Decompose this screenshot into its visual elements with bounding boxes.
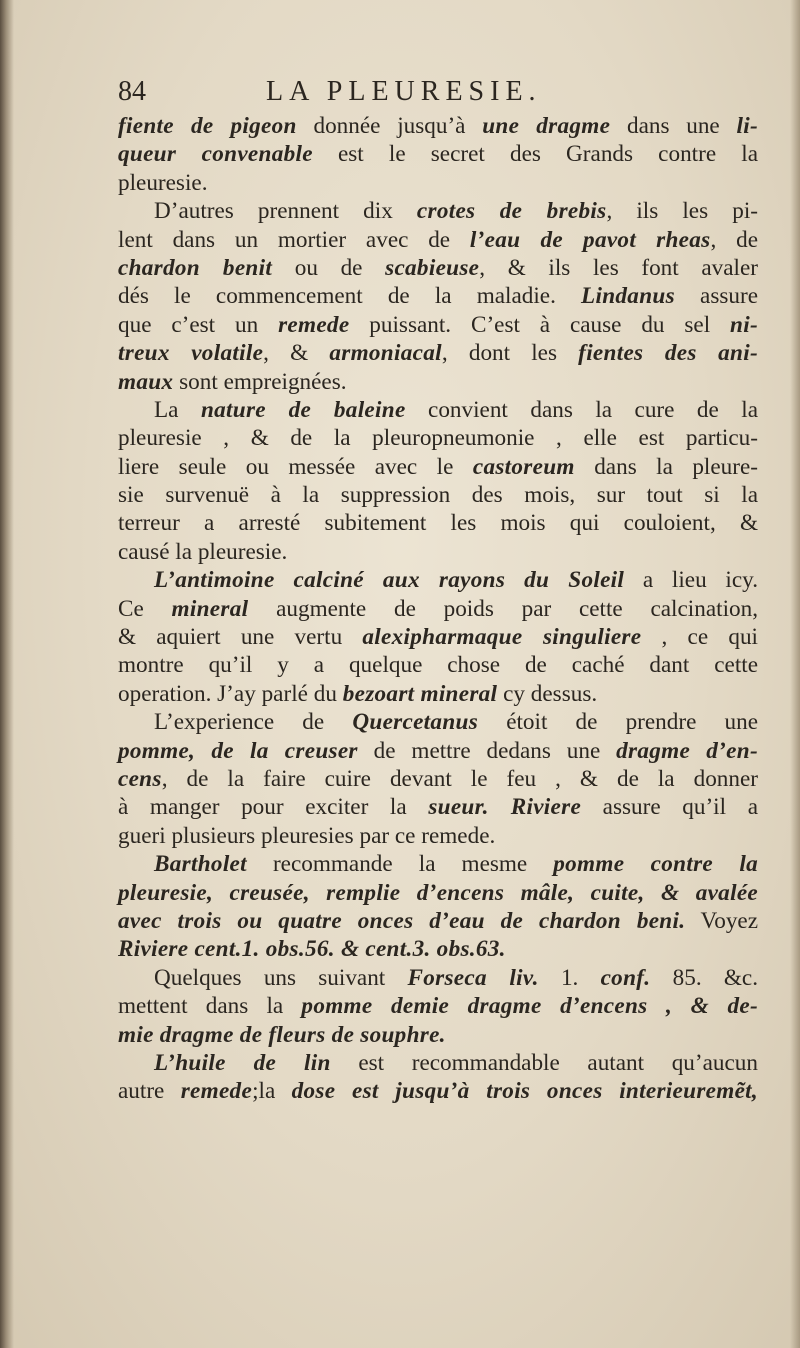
text-line [118, 509, 758, 537]
text-segment: dans une [610, 113, 737, 139]
text-line [118, 112, 758, 140]
text-line [118, 254, 758, 282]
italic-segment: queur convenable [118, 141, 313, 168]
italic-segment: Forseca liv. [407, 964, 539, 991]
text-segment: a lieu icy. [624, 567, 758, 594]
text-segment: pleuresie , & de la pleuropneumonie , elle est particu- [118, 425, 758, 452]
text-line [118, 226, 758, 254]
text-line [118, 368, 758, 396]
text-segment: assure qu’il a [581, 794, 758, 821]
text-line [118, 623, 758, 651]
text-segment: ;la [252, 1078, 292, 1105]
italic-segment: mie dragme de fleurs de souphre. [118, 1021, 446, 1048]
italic-segment: ni- [730, 311, 758, 338]
text-line [118, 424, 758, 452]
italic-segment: mineral [171, 595, 249, 622]
page-header [118, 72, 638, 112]
text-line [118, 197, 758, 225]
text-segment: Voyez [685, 907, 759, 934]
text-segment: , & ils les font avaler [479, 254, 758, 281]
text-segment: causé la pleuresie. [118, 538, 288, 565]
text-segment: sie survenuë à la suppression des mois, sur tout si la [118, 482, 758, 509]
italic-segment: Riviere cent.1. obs.56. & cent.3. obs.63. [118, 936, 506, 963]
italic-segment: alexipharmaque singuliere [362, 624, 642, 651]
italic-segment: l’eau de pavot rheas [469, 226, 711, 253]
page-number: 84 [118, 76, 146, 107]
text-segment: donnée jusqu’à [296, 113, 483, 139]
text-line [118, 396, 758, 424]
italic-segment: castoreum [472, 453, 575, 480]
italic-segment: armoniacal [329, 340, 442, 367]
body-text [118, 112, 758, 1106]
text-segment: terreur a arresté subitement les mois qui couloient, & [118, 510, 758, 537]
text-segment: que c’est un [118, 311, 279, 338]
text-line [118, 879, 758, 907]
text-segment: autre [118, 1078, 181, 1105]
text-line [118, 708, 758, 736]
text-segment: , dont les [441, 340, 579, 367]
italic-segment: Bartholet [154, 851, 247, 878]
italic-segment: li- [736, 113, 759, 139]
text-segment: ou de [272, 254, 386, 281]
italic-segment: nature de baleine [200, 396, 406, 423]
text-line [118, 1049, 758, 1077]
text-line [118, 651, 758, 679]
text-line [118, 453, 758, 481]
text-line [118, 992, 758, 1020]
italic-segment: pleuresie, creusée, remplie d’encens mâle, cuite, & avalée [118, 879, 758, 906]
text-segment: liere seule ou messée avec le [118, 453, 473, 480]
italic-segment: chardon benit [118, 254, 273, 281]
running-title: LA PLEURESIE. [266, 76, 542, 107]
italic-segment: bezoart mineral [342, 680, 498, 707]
italic-segment: dose est jusqu’à trois onces interieuremẽt, [291, 1078, 758, 1105]
text-segment: de mettre dedans une [357, 737, 617, 764]
text-segment: est le secret des Grands contre la [312, 141, 758, 168]
text-segment: , de [710, 226, 758, 253]
text-line [118, 964, 758, 992]
italic-segment: fiente de pigeon [118, 113, 297, 139]
text-segment: dés le commencement de la maladie. [118, 283, 582, 310]
italic-segment: pomme, de la creuser [118, 737, 358, 764]
text-segment: gueri plusieurs pleuresies par ce remede. [118, 822, 496, 849]
italic-segment: sueur. Riviere [428, 794, 582, 821]
text-line [118, 282, 758, 310]
text-segment: assure [674, 283, 758, 310]
text-segment: puissant. C’est à cause du sel [349, 311, 731, 338]
text-line [118, 595, 758, 623]
text-segment: pleuresie. [118, 169, 208, 196]
italic-segment: avec trois ou quatre onces d’eau de chardon beni. [118, 907, 686, 934]
text-segment: , ils les pi- [606, 198, 758, 225]
text-segment: mettent dans la [118, 993, 302, 1020]
text-line [118, 850, 758, 878]
text-line [118, 538, 758, 566]
italic-segment: Quercetanus [352, 709, 479, 736]
text-segment: L’experience de [154, 709, 353, 736]
text-line [118, 339, 758, 367]
text-segment: , ce qui [641, 624, 758, 651]
text-segment: 1. [538, 964, 601, 991]
text-segment: à manger pour exciter la [118, 794, 429, 821]
text-segment: cy dessus. [497, 680, 598, 707]
text-segment: montre qu’il y a quelque chose de caché dant cette [118, 652, 758, 679]
text-segment: Ce [118, 595, 172, 622]
text-segment: dans la pleure- [574, 453, 758, 480]
italic-segment: dragme d’en- [616, 737, 758, 764]
text-segment: est recommandable autant qu’aucun [330, 1049, 758, 1076]
text-segment: operation. J’ay parlé du [118, 680, 343, 707]
text-line [118, 1021, 758, 1049]
text-segment: 85. &c. [650, 964, 758, 991]
italic-segment: crotes de brebis [416, 198, 607, 225]
italic-segment: maux [118, 368, 174, 395]
text-line [118, 907, 758, 935]
text-line [118, 935, 758, 963]
italic-segment: remede [278, 311, 350, 338]
text-segment: lent dans un mortier avec de [118, 226, 470, 253]
text-line [118, 311, 758, 339]
text-line [118, 1077, 758, 1105]
italic-segment: pomme demie dragme d’encens , & de- [301, 993, 758, 1020]
text-line [118, 737, 758, 765]
text-segment: convient dans la cure de la [405, 396, 758, 423]
text-segment: , de la faire cuire devant le feu , & de la donner [161, 765, 758, 792]
text-line [118, 793, 758, 821]
italic-segment: scabieuse [385, 254, 480, 281]
text-segment: D’autres prennent dix [154, 198, 417, 225]
italic-segment: L’huile de lin [154, 1049, 331, 1076]
italic-segment: treux volatile [118, 340, 264, 367]
text-segment: augmente de poids par cette calcination, [248, 595, 758, 622]
italic-segment: L’antimoine calciné aux rayons du Soleil [154, 567, 625, 594]
text-segment: étoit de prendre une [478, 709, 759, 736]
text-segment: recommande la mesme [246, 851, 554, 878]
text-line [118, 765, 758, 793]
text-segment: Quelques uns suivant [154, 964, 408, 991]
text-line [118, 680, 758, 708]
text-line [118, 140, 758, 168]
text-segment: , & [263, 340, 330, 367]
text-segment: La [154, 396, 201, 423]
italic-segment: une dragme [482, 113, 611, 139]
text-line [118, 169, 758, 197]
italic-segment: cens [118, 765, 162, 792]
italic-segment: pomme contre la [553, 851, 758, 878]
text-line [118, 481, 758, 509]
text-line [118, 822, 758, 850]
italic-segment: conf. [600, 964, 651, 991]
text-segment: sont empreignées. [173, 368, 347, 395]
italic-segment: fientes des ani- [578, 340, 758, 367]
italic-segment: remede [180, 1078, 253, 1105]
italic-segment: Lindanus [581, 283, 675, 310]
text-segment: & aquiert une vertu [118, 624, 363, 651]
text-line [118, 566, 758, 594]
